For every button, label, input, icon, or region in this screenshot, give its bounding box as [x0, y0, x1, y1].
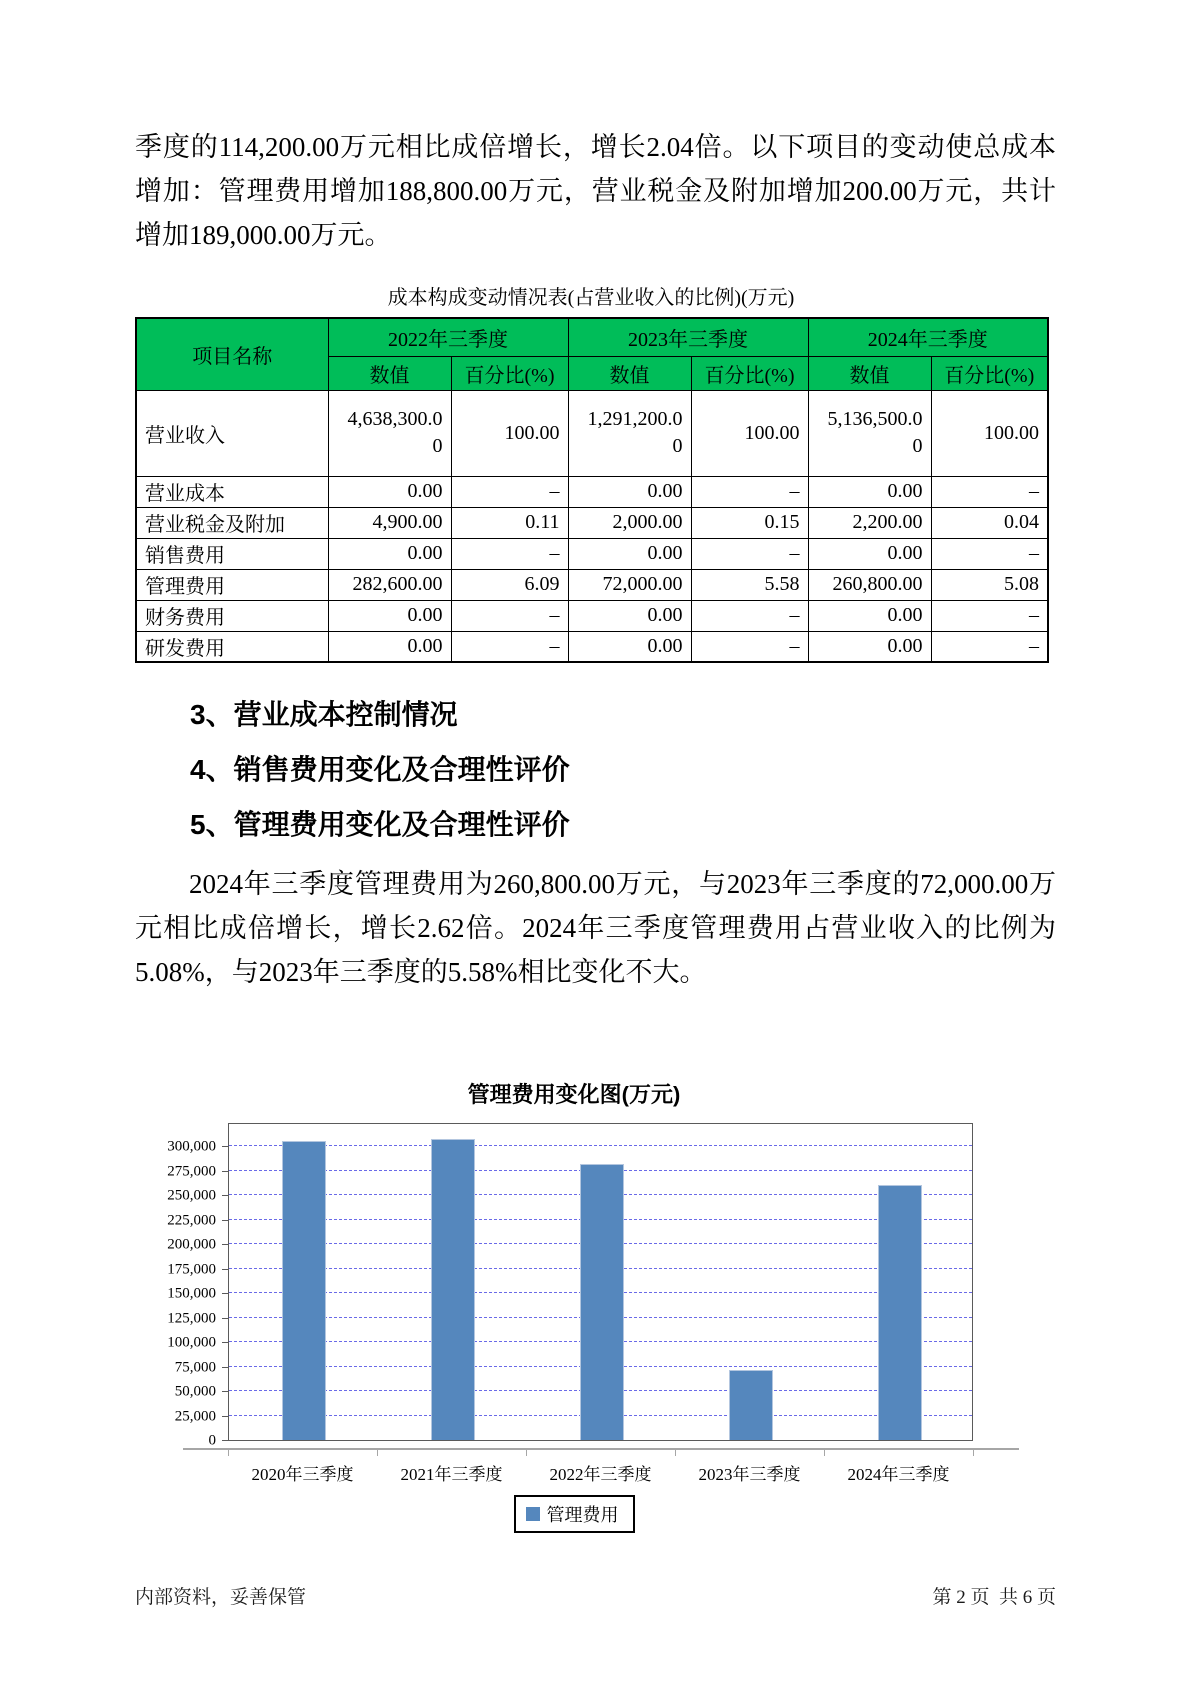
x-axis-tick	[824, 1450, 825, 1456]
chart-y-axis	[135, 1123, 228, 1449]
y-axis-label: 75,000	[174, 1359, 216, 1376]
legend-swatch-icon	[526, 1507, 540, 1521]
row-name: 营业收入	[136, 390, 328, 476]
x-axis-label: 2021年三季度	[400, 1465, 503, 1484]
cell-value: 0.00	[568, 538, 691, 569]
y-axis-label: 225,000	[167, 1212, 216, 1229]
cell-percent: –	[691, 538, 808, 569]
y-axis-label: 150,000	[167, 1285, 216, 1302]
cell-value: 0.00	[808, 600, 931, 631]
cell-percent: –	[931, 538, 1048, 569]
header-percent: 百分比(%)	[691, 356, 808, 390]
y-axis-label: 100,000	[167, 1334, 216, 1351]
cell-percent: 5.08	[931, 569, 1048, 600]
cell-percent: –	[451, 631, 568, 662]
cell-percent: –	[931, 631, 1048, 662]
cell-percent: –	[691, 476, 808, 507]
bar-2021年三季度	[431, 1139, 475, 1440]
cell-value: 0.00	[328, 538, 451, 569]
y-axis-label: 300,000	[167, 1138, 216, 1155]
x-axis-label: 2020年三季度	[251, 1465, 354, 1484]
chart-legend	[514, 1495, 635, 1533]
cell-value: 2,200.00	[808, 507, 931, 538]
y-axis-label: 275,000	[167, 1163, 216, 1180]
cell-value: 260,800.00	[808, 569, 931, 600]
y-axis-label: 25,000	[174, 1408, 216, 1425]
gridline	[229, 1145, 972, 1146]
row-name: 销售费用	[136, 538, 328, 569]
cell-percent: 100.00	[931, 390, 1048, 476]
cell-value: 0.00	[808, 538, 931, 569]
table-row	[136, 538, 1048, 569]
cell-value: 4,900.00	[328, 507, 451, 538]
table-row	[136, 476, 1048, 507]
section-heading-5: 5、管理费用变化及合理性评价	[190, 809, 570, 840]
table-row	[136, 569, 1048, 600]
page-footer	[135, 1582, 1056, 1609]
y-axis-label: 0	[208, 1432, 216, 1449]
cell-percent: –	[931, 476, 1048, 507]
table-row	[136, 390, 1048, 476]
management-fee-paragraph: 2024年三季度管理费用为260,800.00万元，与2023年三季度的72,000.00万元相比成倍增长，增长2.62倍。2024年三季度管理费用占营业收入的比例为5.08%，与2023年三季度的5.58%相比变化不大。	[135, 869, 1056, 987]
cost-table	[135, 317, 1049, 663]
x-axis-label: 2024年三季度	[847, 1465, 950, 1484]
bar-2022年三季度	[580, 1164, 624, 1441]
x-axis-tick	[973, 1450, 974, 1456]
cell-value: 0.00	[808, 476, 931, 507]
x-axis-label: 2023年三季度	[698, 1465, 801, 1484]
top-paragraph: 季度的114,200.00万元相比成倍增长，增长2.04倍。以下项目的变动使总成本增加：管理费用增加188,800.00万元，营业税金及附加增加200.00万元，共计增加189,000.00万元。	[135, 132, 1056, 250]
header-item-name: 项目名称	[136, 318, 328, 390]
chart-x-axis-line	[183, 1448, 1019, 1450]
cell-value: 282,600.00	[328, 569, 451, 600]
cell-value: 5,136,500.00	[808, 390, 931, 476]
row-name: 营业成本	[136, 476, 328, 507]
chart-x-labels	[228, 1460, 973, 1485]
cell-percent: 0.04	[931, 507, 1048, 538]
chart-plot-area	[228, 1123, 973, 1441]
table-title: 成本构成变动情况表(占营业收入的比例)(万元)	[387, 287, 795, 309]
y-axis-label: 250,000	[167, 1187, 216, 1204]
cell-value: 0.00	[328, 600, 451, 631]
y-axis-label: 175,000	[167, 1261, 216, 1278]
cell-value: 0.00	[568, 631, 691, 662]
section-heading-4: 4、销售费用变化及合理性评价	[190, 754, 570, 785]
bar-2020年三季度	[282, 1141, 326, 1440]
table-header-row-periods	[136, 318, 1048, 356]
row-name: 研发费用	[136, 631, 328, 662]
cell-percent: –	[691, 600, 808, 631]
cell-percent: –	[691, 631, 808, 662]
y-axis-label: 125,000	[167, 1310, 216, 1327]
section-heading-3: 3、营业成本控制情况	[190, 699, 458, 730]
x-axis-tick	[377, 1450, 378, 1456]
header-period-2022: 2022年三季度	[328, 318, 568, 356]
page-number: 第 2 页 共 6 页	[932, 1587, 1056, 1608]
x-axis-tick	[228, 1450, 229, 1456]
header-percent: 百分比(%)	[931, 356, 1048, 390]
cell-percent: –	[451, 476, 568, 507]
cell-percent: 6.09	[451, 569, 568, 600]
cell-value: 0.00	[808, 631, 931, 662]
cell-percent: 5.58	[691, 569, 808, 600]
cell-value: 2,000.00	[568, 507, 691, 538]
x-axis-label: 2022年三季度	[549, 1465, 652, 1484]
management-fee-chart	[135, 1078, 1056, 1533]
bar-2024年三季度	[878, 1185, 922, 1440]
cell-value: 1,291,200.00	[568, 390, 691, 476]
cell-percent: 100.00	[691, 390, 808, 476]
cell-percent: –	[451, 538, 568, 569]
cell-value: 0.00	[328, 631, 451, 662]
bar-2023年三季度	[729, 1370, 773, 1440]
header-value: 数值	[328, 356, 451, 390]
legend-label: 管理费用	[546, 1505, 619, 1525]
cell-percent: 0.15	[691, 507, 808, 538]
cell-percent: 0.11	[451, 507, 568, 538]
y-axis-label: 200,000	[167, 1236, 216, 1253]
cell-value: 0.00	[568, 600, 691, 631]
x-axis-tick	[675, 1450, 676, 1456]
table-row	[136, 507, 1048, 538]
cell-percent: 100.00	[451, 390, 568, 476]
cell-percent: –	[451, 600, 568, 631]
row-name: 营业税金及附加	[136, 507, 328, 538]
row-name: 管理费用	[136, 569, 328, 600]
header-period-2023: 2023年三季度	[568, 318, 808, 356]
table-row	[136, 600, 1048, 631]
y-axis-label: 50,000	[174, 1383, 216, 1400]
table-row	[136, 631, 1048, 662]
cell-value: 4,638,300.00	[328, 390, 451, 476]
confidentiality-note: 内部资料，妥善保管	[135, 1587, 307, 1608]
chart-title: 管理费用变化图(万元)	[467, 1082, 681, 1107]
cell-value: 72,000.00	[568, 569, 691, 600]
x-axis-tick	[526, 1450, 527, 1456]
row-name: 财务费用	[136, 600, 328, 631]
cell-value: 0.00	[568, 476, 691, 507]
header-percent: 百分比(%)	[451, 356, 568, 390]
cell-percent: –	[931, 600, 1048, 631]
header-value: 数值	[808, 356, 931, 390]
cell-value: 0.00	[328, 476, 451, 507]
header-value: 数值	[568, 356, 691, 390]
header-period-2024: 2024年三季度	[808, 318, 1048, 356]
